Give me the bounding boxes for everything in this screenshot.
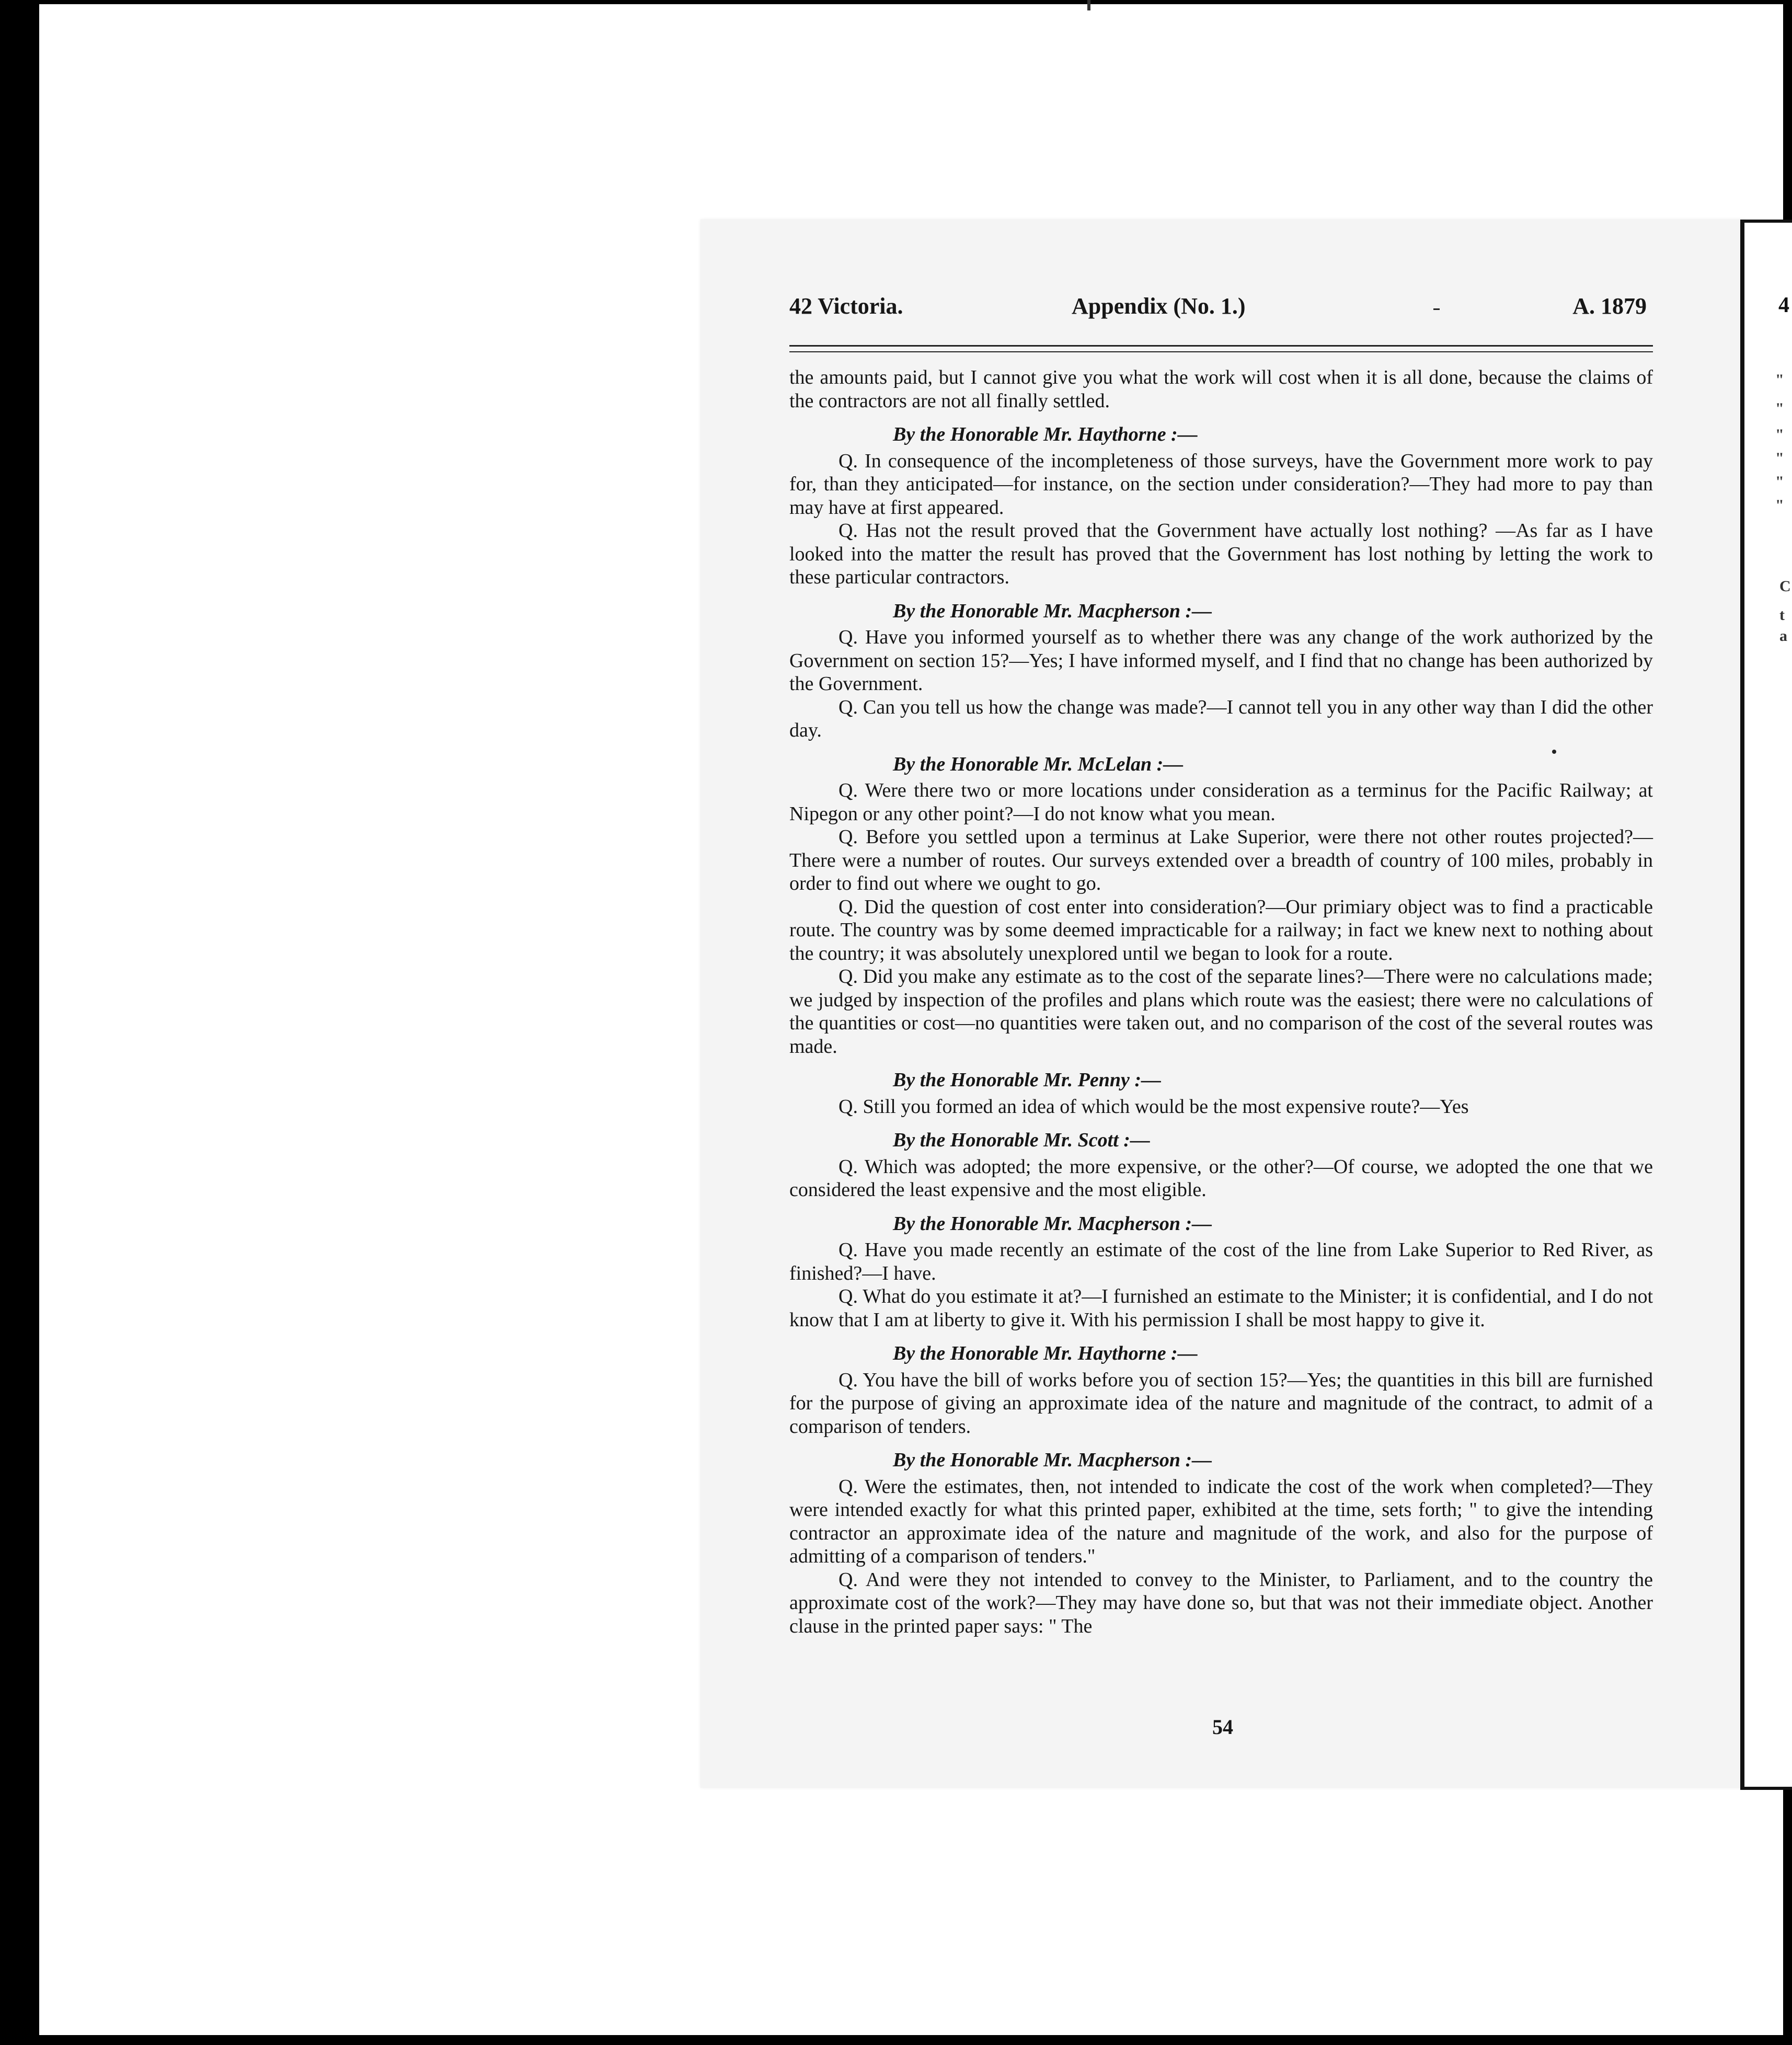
page-edge-line (1740, 220, 1744, 1788)
speaker-heading: By the Honorable Mr. Haythorne :— (893, 1342, 1198, 1364)
paragraph: Q. Were the estimates, then, not intended to indicate the cost of the work when completed?—They were intended exactly for what this printed paper, exhibited at the time, sets forth; " to give the intending contractor an approximate idea of the nature and magnitude of the work, and also for the purpose of admitting of a comparison of tenders." (789, 1475, 1653, 1567)
scan-artifact-dot (1552, 750, 1556, 754)
paragraph: Q. Has not the result proved that the Government have actually lost nothing? —As far as I have looked into the matter the result has proved that the Government has lost nothing by letting the work to these particular contractors. (789, 520, 1653, 588)
page-header (789, 293, 1647, 324)
adjacent-page-mark: " (1775, 450, 1784, 467)
paragraph: Q. Still you formed an idea of which would be the most expensive route?—Yes (838, 1095, 1469, 1118)
page-number: 54 (1212, 1715, 1233, 1739)
speaker-heading: By the Honorable Mr. Penny :— (893, 1069, 1162, 1091)
adjacent-page-mark: a (1779, 627, 1787, 645)
paragraph: Q. Have you informed yourself as to whether there was any change of the work authorized by the Government on section 15?—Yes; I have informed myself, and I find that no change has been authorized by the Government. (789, 626, 1653, 695)
adjacent-page-mark: " (1775, 400, 1784, 417)
speaker-heading: By the Honorable Mr. Haythorne :— (893, 423, 1198, 445)
paragraph: Q. Can you tell us how the change was made?—I cannot tell you in any other way than I did the other day. (789, 696, 1653, 741)
paragraph: Q. Have you made recently an estimate of the cost of the line from Lake Superior to Red River, as finished?—I have. (789, 1239, 1653, 1284)
adjacent-page-mark: " (1775, 371, 1784, 388)
scan-artifact (1087, 0, 1090, 10)
page-edge-line-top (1740, 220, 1792, 223)
page-body (789, 366, 1653, 1638)
adjacent-page-mark: C (1779, 578, 1791, 595)
header-rule-bottom (789, 351, 1653, 352)
paragraph: Q. And were they not intended to convey to the Minister, to Parliament, and to the country the approximate cost of the work?—They may have done so, but that was not their immediate object. Another clause in the printed paper says: " The (789, 1568, 1653, 1637)
header-center: Appendix (No. 1.) (1072, 293, 1246, 319)
speaker-heading: By the Honorable Mr. Macpherson :— (893, 600, 1212, 622)
adjacent-page-fragment (1746, 220, 1792, 1788)
paragraph: Q. Did you make any estimate as to the cost of the separate lines?—There were no calculations made; we judged by inspection of the profiles and plans which route was the easiest; there were no calculations of the quantities or cost—no quantities were taken out, and no comparison of the cost of the several routes was made. (789, 966, 1653, 1058)
paragraph: Q. Were there two or more locations under consideration as a terminus for the Pacific Railway; at Nipegon or any other point?—I do not know what you mean. (789, 779, 1653, 825)
header-right: A. 1879 (1572, 293, 1647, 319)
paragraph: Q. Before you settled upon a terminus at Lake Superior, were there not other routes projected?—There were a number of routes. Our surveys extended over a breadth of country of 100 miles, probably in order to find out where we ought to go. (789, 826, 1653, 894)
adjacent-page-mark: t (1779, 606, 1785, 624)
paragraph: Q. What do you estimate it at?—I furnished an estimate to the Minister; it is confidential, and I do not know that I am at liberty to give it. With his permission I shall be most happy to give it. (789, 1285, 1653, 1331)
speaker-heading: By the Honorable Mr. McLelan :— (893, 753, 1184, 775)
speaker-heading: By the Honorable Mr. Macpherson :— (893, 1212, 1212, 1235)
page-edge-line-bottom (1740, 1787, 1792, 1790)
document-page (700, 220, 1745, 1788)
adjacent-page-header: 4 (1778, 293, 1789, 317)
scan-artifact-dash (1433, 308, 1440, 310)
speaker-heading: By the Honorable Mr. Scott :— (893, 1129, 1150, 1151)
adjacent-page-mark: " (1775, 426, 1784, 443)
paragraph: the amounts paid, but I cannot give you what the work will cost when it is all done, because the claims of the contractors are not all finally settled. (789, 366, 1653, 412)
paragraph: Q. In consequence of the incompleteness of those surveys, have the Government more work to pay for, than they anticipated—for instance, on the section under consideration?—They had more to pay than may have at first appeared. (789, 450, 1653, 519)
adjacent-page-mark: " (1775, 473, 1784, 490)
paragraph: Q. Which was adopted; the more expensive, or the other?—Of course, we adopted the one that we considered the least expensive and the most eligible. (789, 1155, 1653, 1201)
header-rule-top (789, 345, 1653, 347)
paragraph: Q. You have the bill of works before you of section 15?—Yes; the quantities in this bill are furnished for the purpose of giving an approximate idea of the nature and magnitude of the contract, to admit of a comparison of tenders. (789, 1369, 1653, 1438)
speaker-heading: By the Honorable Mr. Macpherson :— (893, 1449, 1212, 1471)
adjacent-page-mark: " (1775, 497, 1784, 514)
paragraph: Q. Did the question of cost enter into consideration?—Our primiary object was to find a practicable route. The country was by some deemed impracticable for a railway; in fact we knew next to nothing about the country; it was absolutely unexplored until we began to look for a route. (789, 895, 1653, 964)
header-left: 42 Victoria. (789, 293, 903, 319)
